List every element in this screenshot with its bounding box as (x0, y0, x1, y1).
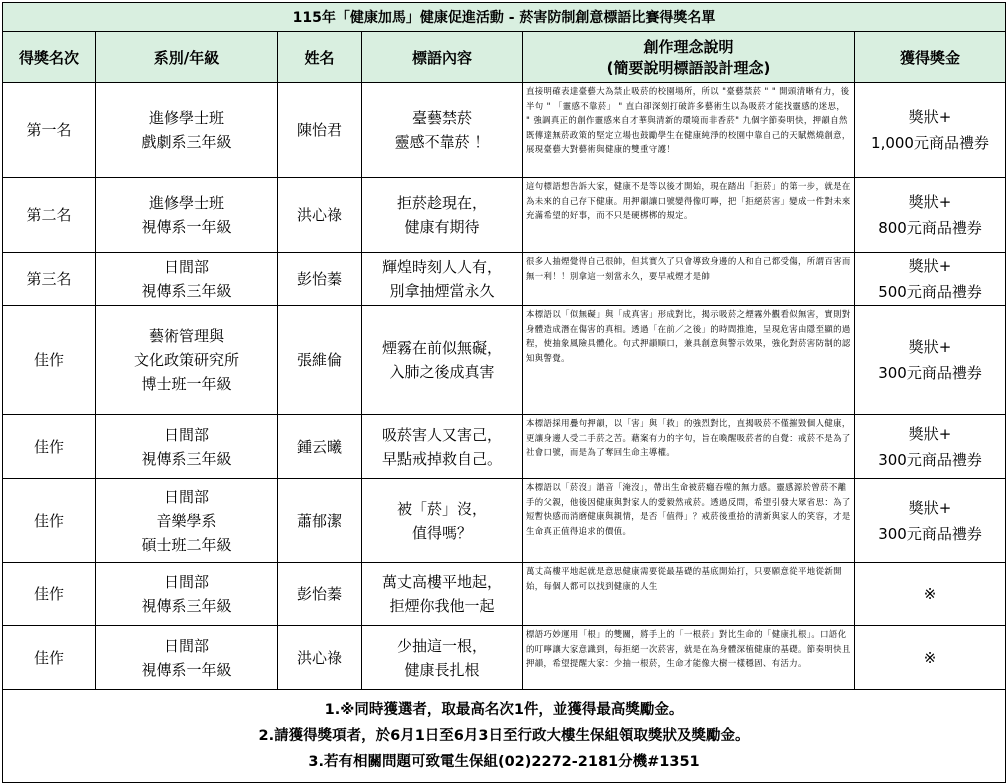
rank-cell: 佳作 (3, 563, 96, 626)
slogan-cell (362, 563, 523, 626)
name-cell: 陳怡君 (278, 83, 362, 178)
header-prize: 獲得獎金 (855, 32, 1006, 83)
name-cell: 張維倫 (278, 306, 362, 415)
department-line: 博士班一年級 (141, 375, 232, 393)
slogan-line: 吸菸害人又害己， (381, 425, 502, 444)
header-name: 姓名 (278, 32, 362, 83)
header-concept-line1: 創作理念說明 (643, 38, 734, 56)
prize-line: 300元商品禮券 (878, 450, 982, 469)
slogan-cell (362, 626, 523, 690)
prize-cell (855, 253, 1006, 306)
name-cell: 洪心祿 (278, 178, 362, 253)
department-line: 進修學士班 (148, 194, 224, 212)
department-line: 日間部 (163, 425, 209, 444)
header-concept (523, 32, 855, 83)
concept-description-cell: 本標語以「菸沒」諧音「淹沒」，帶出生命被菸癮吞噬的無力感。靈感源於曾菸不離手的父親，他後因健康與對家人的愛毅然戒菸。透過反問，希望引發大眾省思：為了短暫快感而消磨健康與親情，是否「值得」？戒菸後重拾的清新與家人的笑容，才是生命真正值得追求的價值。 (523, 479, 855, 563)
rank-cell: 第二名 (3, 178, 96, 253)
prize-line: 獎狀+ (908, 193, 952, 211)
note-line: 2.請獲得獎項者，於6月1日至6月3日至行政大樓生保組領取獎狀及獎勵金。 (258, 728, 750, 744)
notes-cell (3, 690, 1006, 783)
concept-description-cell: 本標語以「似無礙」與「成真害」形成對比，揭示吸菸之煙霧外觀看似無害，實則對身體造成潛在傷害的真相。透過「在前／之後」的時間推進，呈現危害由隱至顯的過程，使抽象風險具體化。句式押韻順口，兼具創意與警示效果，強化對菸害防制的認知與警覺。 (523, 306, 855, 415)
department-line: 視傳系三年級 (141, 449, 232, 468)
rank-cell: 第三名 (3, 253, 96, 306)
department-cell (96, 479, 278, 563)
department-line: 視傳系一年級 (141, 660, 232, 679)
department-cell (96, 626, 278, 690)
prize-cell (855, 626, 1006, 690)
department-cell (96, 563, 278, 626)
name-cell: 彭怡蓁 (278, 253, 362, 306)
header-slogan: 標語內容 (362, 32, 523, 83)
prize-line: 300元商品禮券 (878, 524, 982, 543)
slogan-line: 拒煙你我他一起 (389, 597, 495, 615)
slogan-line: 輝煌時刻人人有， (381, 258, 502, 276)
department-line: 日間部 (163, 487, 209, 506)
department-cell (96, 83, 278, 178)
note-line: 3.若有相關問題可致電生保組(02)2272-2181分機#1351 (308, 754, 700, 770)
prize-cell (855, 479, 1006, 563)
rank-cell: 佳作 (3, 306, 96, 415)
prize-line: 獎狀+ (908, 257, 952, 275)
slogan-line: 入肺之後成真害 (389, 363, 495, 381)
slogan-cell (362, 479, 523, 563)
department-cell (96, 178, 278, 253)
department-line: 視傳系三年級 (141, 597, 232, 615)
prize-cell (855, 83, 1006, 178)
concept-description-cell: 直接明確表達臺藝大為禁止吸菸的校園場所，所以 "臺藝禁菸 " " 開頭清晰有力，後半句 " 「靈感不靠菸」 " 直白卻深刻打破許多藝術生以為吸菸才能找靈感的迷思， " 強調真正的創作靈感來自才華與清新的環境而非香菸" 九個字節奏明快，押韻自然既傳達無菸政策的堅定立場也鼓勵學生在健康純淨的校園中靠自己的天賦燃燒創意，展現臺藝大對藝術與健康的雙重守護！ (523, 83, 855, 178)
prize-cell (855, 178, 1006, 253)
slogan-line: 靈感不靠菸 ！ (394, 133, 490, 151)
department-cell (96, 253, 278, 306)
table-row (3, 479, 1006, 563)
slogan-line: 被「菸」沒， (396, 499, 487, 518)
table-row (3, 83, 1006, 178)
department-line: 日間部 (163, 573, 209, 591)
header-rank: 得獎名次 (3, 32, 96, 83)
concept-description-cell: 這句標語想告訴大家，健康不是等以後才開始，現在踏出「拒菸」的第一步，就是在為未來的自己存下健康。用押韻讓口號變得像叮嚀，把「拒絕菸害」變成一件對未來充滿希望的好事，而不只是硬梆梆的規定。 (523, 178, 855, 253)
department-line: 音樂學系 (156, 511, 217, 530)
slogan-line: 早點戒掉救自己。 (381, 449, 502, 468)
department-line: 視傳系一年級 (141, 218, 232, 236)
concept-description-cell: 很多人抽煙覺得自己很帥，但其實久了只會導致身邊的人和自己都受傷，所謂百害而無一利！！別拿這一刻當永久，要早戒煙才是帥 (523, 253, 855, 306)
department-line: 視傳系三年級 (141, 282, 232, 300)
table-row (3, 253, 1006, 306)
prize-line: ※ (923, 585, 937, 603)
department-line: 日間部 (163, 258, 209, 276)
prize-cell (855, 306, 1006, 415)
prize-cell (855, 415, 1006, 479)
concept-description-cell: 標語巧妙運用「根」的雙關，將手上的「一根菸」對比生命的「健康扎根」。口語化的叮嚀讓大家意識到，每拒絕一次菸害，就是在為身體深植健康的基礎。節奏明快且押韻，希望提醒大家：少抽一根菸，生命才能像大樹一樣穩固、有活力。 (523, 626, 855, 690)
department-line: 藝術管理與 (148, 327, 224, 345)
rank-cell: 佳作 (3, 415, 96, 479)
prize-line: 500元商品禮券 (878, 283, 982, 301)
prize-line: 獎狀+ (908, 108, 952, 126)
department-cell (96, 415, 278, 479)
slogan-line: 健康長扎根 (404, 660, 480, 679)
department-line: 進修學士班 (148, 109, 224, 127)
department-line: 碩士班二年級 (141, 535, 232, 554)
slogan-line: 拒菸趁現在， (396, 194, 487, 212)
slogan-line: 健康有期待 (404, 218, 480, 236)
prize-cell (855, 563, 1006, 626)
name-cell: 彭怡蓁 (278, 563, 362, 626)
slogan-cell (362, 415, 523, 479)
slogan-line: 煙霧在前似無礙， (381, 339, 502, 357)
rank-cell: 佳作 (3, 626, 96, 690)
slogan-cell (362, 253, 523, 306)
table-title: 115年「健康加馬」健康促進活動 - 菸害防制創意標語比賽得獎名單 (3, 3, 1006, 32)
header-dept: 系別/年級 (96, 32, 278, 83)
department-cell (96, 306, 278, 415)
award-list-table (2, 2, 1006, 783)
department-line: 日間部 (163, 636, 209, 655)
rank-cell: 第一名 (3, 83, 96, 178)
rank-cell: 佳作 (3, 479, 96, 563)
concept-description-cell: 萬丈高樓平地起就是意思健康需要從最基礎的基底開始打，只要願意從平地從新開始，每個人都可以找到健康的人生 (523, 563, 855, 626)
table-row (3, 563, 1006, 626)
name-cell: 洪心祿 (278, 626, 362, 690)
department-line: 戲劇系三年級 (141, 133, 232, 151)
table-row (3, 415, 1006, 479)
slogan-cell (362, 306, 523, 415)
table-row (3, 626, 1006, 690)
prize-line: 800元商品禮券 (878, 219, 982, 237)
name-cell: 蕭郁潔 (278, 479, 362, 563)
header-concept-line2: (簡要說明標語設計理念) (606, 59, 771, 77)
slogan-line: 少抽這一根， (396, 636, 487, 655)
slogan-line: 萬丈高樓平地起， (381, 573, 502, 591)
department-line: 文化政策研究所 (133, 351, 239, 369)
prize-line: 300元商品禮券 (878, 364, 982, 382)
prize-line: 獎狀+ (908, 498, 952, 517)
prize-line: 獎狀+ (908, 338, 952, 356)
slogan-line: 別拿抽煙當永久 (389, 282, 495, 300)
concept-description-cell: 本標語採用疊句押韻，以「害」與「救」的強烈對比，直揭吸菸不僅摧毀個人健康，更讓身邊人受二手菸之苦。藉案有力的字句，旨在喚醒吸菸者的自覺：戒菸不是為了社會口號，而是為了奪回生命主導權。 (523, 415, 855, 479)
slogan-line: 臺藝禁菸 (411, 109, 472, 127)
slogan-cell (362, 83, 523, 178)
slogan-line: 值得嗎？ (411, 523, 472, 542)
prize-line: 獎狀+ (908, 424, 952, 443)
prize-line: ※ (923, 648, 937, 667)
note-line: 1.※同時獲選者，取最高名次1件，並獲得最高獎勵金。 (324, 702, 684, 718)
table-row (3, 178, 1006, 253)
table-row (3, 306, 1006, 415)
name-cell: 鍾云曦 (278, 415, 362, 479)
slogan-cell (362, 178, 523, 253)
prize-line: 1,000元商品禮券 (871, 134, 989, 152)
